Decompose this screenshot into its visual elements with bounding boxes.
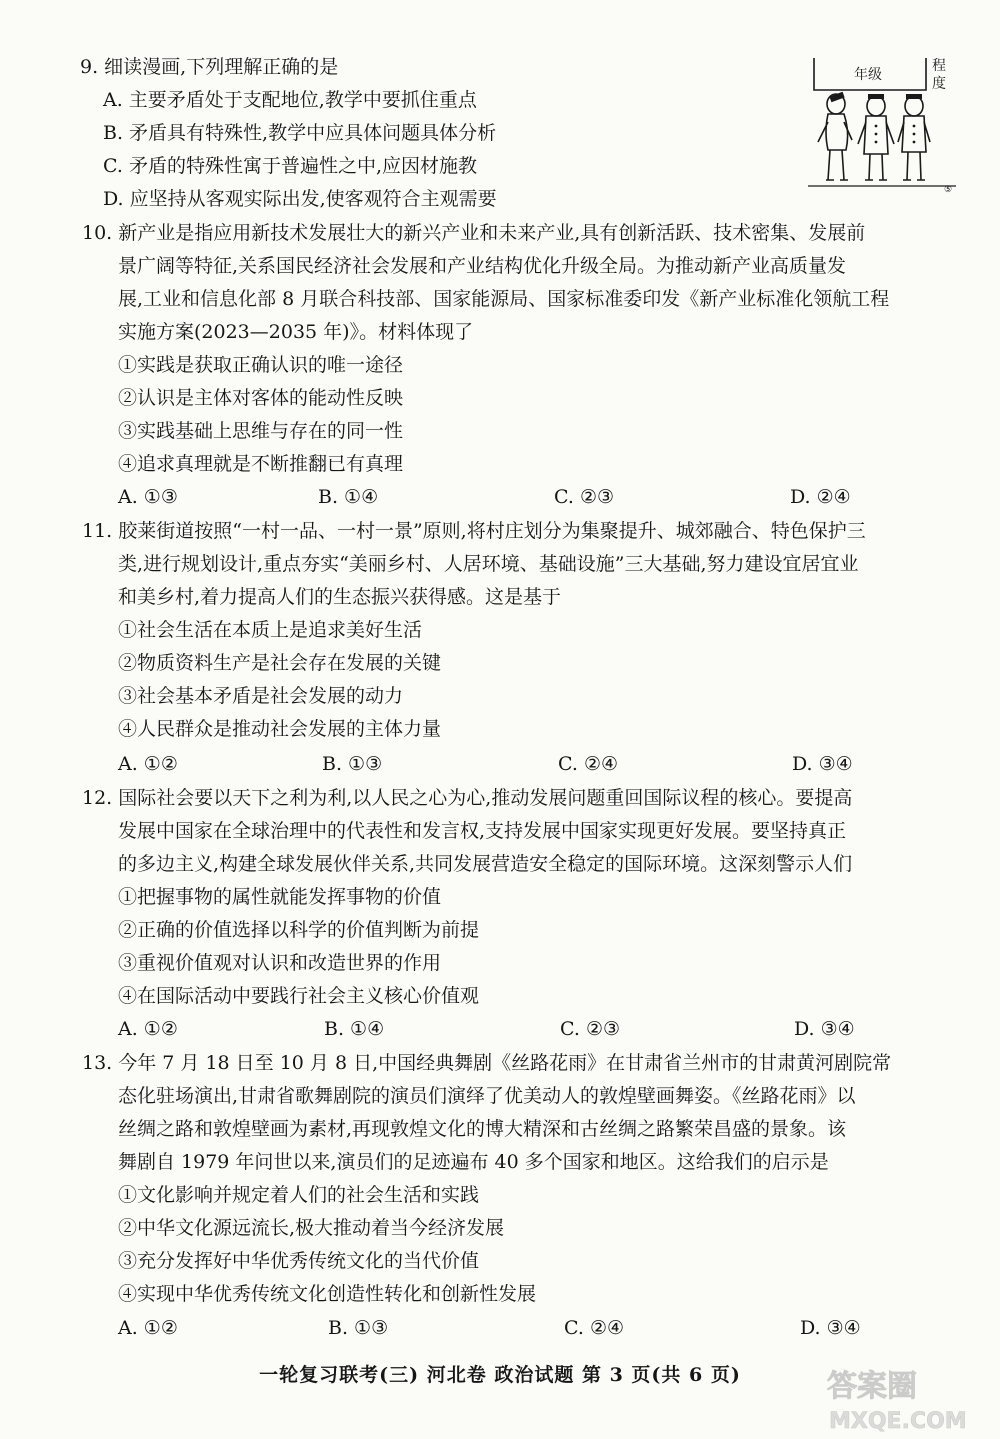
q11-stem-line: 和美乡村,着力提高人们的生态振兴获得感。这是基于: [118, 586, 562, 608]
q13-item-4: ④实现中华优秀传统文化创造性转化和创新性发展: [118, 1283, 537, 1305]
q12-stem-line: 发展中国家在全球治理中的代表性和发言权,支持发展中国家实现更好发展。要坚持真正: [118, 820, 847, 842]
q13-item-1: ①文化影响并规定着人们的社会生活和实践: [118, 1184, 480, 1206]
q13-choices: [118, 1316, 878, 1340]
q13-stem-line: 态化驻场演出,甘肃省歌舞剧院的演员们演绎了优美动人的敦煌壁画舞姿。《丝路花雨》以: [118, 1085, 856, 1107]
q10-stem-line: 实施方案(2023—2035 年)》。材料体现了: [118, 321, 474, 343]
q10-item-1: ①实践是获取正确认识的唯一途径: [118, 354, 404, 376]
q13-stem-line: 丝绸之路和敦煌壁画为素材,再现敦煌文化的博大精深和古丝绸之路繁荣昌盛的景象。该: [118, 1118, 847, 1140]
q10-choice-a: A. ①③: [118, 486, 178, 508]
q10-stem-line: 景广阔等特征,关系国民经济社会发展和产业结构优化升级全局。为推动新产业高质量发: [118, 255, 847, 277]
q13-choice-c: C. ②④: [564, 1317, 625, 1339]
q10-choice-d: D. ②④: [790, 486, 851, 508]
q12-choices: [118, 1017, 878, 1041]
q12-choice-a: A. ①②: [118, 1018, 178, 1040]
watermark-text-url: MXQE.COM: [829, 1409, 967, 1434]
q11-choices: [118, 752, 878, 776]
watermark-text-main: 答案圈: [827, 1369, 917, 1404]
q11-choice-d: D. ③④: [792, 753, 853, 775]
q9-option-a: A. 主要矛盾处于支配地位,教学中要抓住重点: [103, 89, 477, 111]
cartoon-label-level-2: 度: [932, 76, 946, 92]
q11-choice-c: C. ②④: [558, 753, 619, 775]
q11-choice-a: A. ①②: [118, 753, 178, 775]
q10-stem-line: 10. 新产业是指应用新技术发展壮大的新兴产业和未来产业,具有创新活跃、技术密集、发展前: [82, 222, 866, 244]
q12-item-2: ②正确的价值选择以科学的价值判断为前提: [118, 919, 480, 941]
q10-choices: [118, 485, 878, 509]
q9-option-d: D. 应坚持从客观实际出发,使客观符合主观需要: [103, 188, 497, 210]
q12-stem-line: 12. 国际社会要以天下之利为利,以人民之心为心,推动发展问题重回国际议程的核心。要提高: [82, 787, 853, 809]
q11-item-1: ①社会生活在本质上是追求美好生活: [118, 619, 423, 641]
q13-choice-a: A. ①②: [118, 1317, 178, 1339]
q12-choice-d: D. ③④: [794, 1018, 855, 1040]
q10-stem-line: 展,工业和信息化部 8 月联合科技部、国家能源局、国家标准委印发《新产业标准化领航工程: [118, 288, 890, 310]
q12-item-3: ③重视价值观对认识和改造世界的作用: [118, 952, 442, 974]
q13-item-3: ③充分发挥好中华优秀传统文化的当代价值: [118, 1250, 480, 1272]
q9-stem: 9. 细读漫画,下列理解正确的是: [80, 56, 339, 78]
cartoon-signature: ⑤: [944, 185, 953, 195]
q13-stem-line: 13. 今年 7 月 18 日至 10 月 8 日,中国经典舞剧《丝路花雨》在甘肃省兰州市的甘肃黄河剧院常: [82, 1052, 892, 1074]
q11-stem-line: 11. 胶莱街道按照“一村一品、一村一景”原则,将村庄划分为集聚提升、城郊融合、特色保护三: [82, 520, 866, 542]
q9-option-c: C. 矛盾的特殊性寓于普遍性之中,应因材施教: [103, 155, 477, 177]
q10-item-3: ③实践基础上思维与存在的同一性: [118, 420, 404, 442]
q12-choice-b: B. ①④: [324, 1018, 385, 1040]
q9-option-b: B. 矛盾具有特殊性,教学中应具体问题具体分析: [103, 122, 497, 144]
cartoon-figure-left: [818, 94, 852, 180]
q12-item-1: ①把握事物的属性就能发挥事物的价值: [118, 886, 442, 908]
cartoon-illustration: [806, 52, 958, 198]
q13-item-2: ②中华文化源远流长,极大推动着当今经济发展: [118, 1217, 505, 1239]
q10-choice-b: B. ①④: [318, 486, 379, 508]
q13-choice-d: D. ③④: [800, 1317, 861, 1339]
cartoon-label-level-1: 程: [932, 58, 946, 74]
q10-item-4: ④追求真理就是不断推翻已有真理: [118, 453, 404, 475]
q10-choice-c: C. ②③: [554, 486, 615, 508]
q12-item-4: ④在国际活动中要践行社会主义核心价值观: [118, 985, 480, 1007]
q11-item-3: ③社会基本矛盾是社会发展的动力: [118, 685, 404, 707]
q11-stem-line: 类,进行规划设计,重点夯实“美丽乡村、人居环境、基础设施”三大基础,努力建设宜居宜业: [118, 553, 859, 575]
q13-stem-line: 舞剧自 1979 年问世以来,演员们的足迹遍布 40 多个国家和地区。这给我们的启示是: [118, 1151, 829, 1173]
cartoon-label-grade: 年级: [854, 67, 882, 83]
page-footer: 一轮复习联考(三) 河北卷 政治试题 第 3 页(共 6 页): [259, 1364, 741, 1386]
q11-choice-b: B. ①③: [322, 753, 383, 775]
cartoon-figure-right: [898, 96, 930, 180]
q13-choice-b: B. ①③: [328, 1317, 389, 1339]
q12-choice-c: C. ②③: [560, 1018, 621, 1040]
watermark-logo: [815, 1362, 980, 1434]
q10-item-2: ②认识是主体对客体的能动性反映: [118, 387, 404, 409]
q12-stem-line: 的多边主义,构建全球发展伙伴关系,共同发展营造安全稳定的国际环境。这深刻警示人们: [118, 853, 853, 875]
q11-item-4: ④人民群众是推动社会发展的主体力量: [118, 718, 442, 740]
q11-item-2: ②物质资料生产是社会存在发展的关键: [118, 652, 442, 674]
cartoon-figure-middle: [858, 96, 894, 180]
